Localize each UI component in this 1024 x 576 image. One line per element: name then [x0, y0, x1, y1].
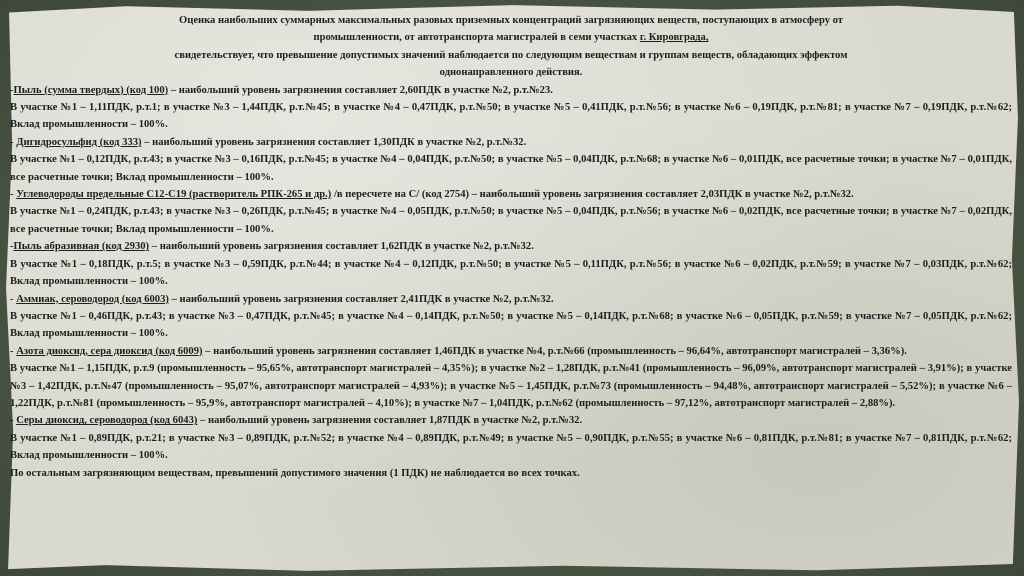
section-marker: -	[10, 189, 17, 201]
title-place-name: г. Кировграда,	[639, 32, 709, 44]
section-5-summary	[10, 291, 1012, 308]
substance-name: Углеводороды предельные С12-С19 (растворитель РПК-265 и др.)	[16, 189, 332, 201]
section-7-details: В участке №1 – 0,89ПДК, р.т.21; в участке №3 – 0,89ПДК, р.т.№52; в участке №4 – 0,89ПДК, р.т.№49; в участке №5 – 0,90ПДК, р.т.№55; в участке №6 – 0,81ПДК, р.т.№81; в участке №7 – 0,81ПДК, р.т.№62; Вклад промышленности – 100%.	[10, 432, 1012, 462]
section-1-summary	[10, 82, 1012, 99]
document-title	[10, 12, 1012, 82]
section-2-details: В участке №1 – 0,12ПДК, р.т.43; в участке №3 – 0,16ПДК, р.т.№45; в участке №4 – 0,04ПДК, р.т.№50; в участке №5 – 0,04ПДК, р.т.№68; в участке №6 – 0,01ПДК, все расчетные точки; в участке №7 – 0,01ПДК, все расчетные точки; Вклад промышленности – 100%.	[10, 154, 1012, 183]
section-3-details: В участке №1 – 0,24ПДК, р.т.43; в участке №3 – 0,26ПДК, р.т.№45; в участке №4 – 0,05ПДК, р.т.№50; в участке №5 – 0,04ПДК, р.т.№56; в участке №6 – 0,02ПДК, все расчетные точки; в участке №7 – 0,02ПДК, все расчетные точки; Вклад промышленности – 100%.	[10, 206, 1012, 235]
title-line-2	[10, 29, 1012, 46]
substance-name: Аммиак, сероводород (код 6003)	[16, 293, 169, 305]
substance-summary: – наибольший уровень загрязнения составляет 1,46ПДК в участке №4, р.т.№66 (промышленность – 96,64%, автотранспорт магистралей – 3,36%).	[202, 345, 907, 357]
section-1-details: В участке №1 – 1,11ПДК, р.т.1; в участке №3 – 1,44ПДК, р.т.№45; в участке №4 – 0,47ПДК, р.т.№50; в участке №5 – 0,41ПДК, р.т.№56; в участке №6 – 0,19ПДК, р.т.№81; в участке №7 – 0,19ПДК, р.т.№62; Вклад промышленности – 100%.	[10, 102, 1012, 131]
substance-summary: – наибольший уровень загрязнения составляет 1,30ПДК в участке №2, р.т.№32.	[141, 136, 527, 148]
substance-summary: – наибольший уровень загрязнения составляет 1,62ПДК в участке №2, р.т.№32.	[149, 241, 534, 253]
substance-summary: – наибольший уровень загрязнения составляет 1,87ПДК в участке №2, р.т.№32.	[197, 415, 583, 427]
section-marker: -	[10, 345, 17, 357]
substance-name: Пыль (сумма твердых) (код 100)	[13, 84, 169, 96]
conclusion: По остальным загрязняющим веществам, превышений допустимого значения (1 ПДК) не наблюдается во всех точках.	[10, 467, 580, 479]
title-line-3: свидетельствует, что превышение допустимых значений наблюдается по следующим веществам и группам веществ, обладающих эффектом	[174, 49, 848, 61]
substance-summary: /в пересчете на С/ (код 2754) – наибольший уровень загрязнения составляет 2,03ПДК в участке №2, р.т.№32.	[331, 189, 854, 201]
substance-name: Пыль абразивная (код 2930)	[13, 241, 150, 253]
title-line-4: однонаправленного действия.	[439, 67, 583, 79]
section-6-details: В участке №1 – 1,15ПДК, р.т.9 (промышленность – 95,65%, автотранспорт магистралей – 4,35%); в участке №2 – 1,28ПДК, р.т.№41 (промышленность – 96,09%, автотранспорт магистралей – 3,91%); в участке №3 – 1,42ПДК, р.т.№47 (промышленность – 95,07%, автотранспорт магистралей – 4,93%); в участке №5 – 1,45ПДК, р.т.№73 (промышленность – 94,48%, автотранспорт магистралей – 5,52%); в участке №6 – 1,22ПДК, р.т.№81 (промышленность – 95,9%, автотранспорт магистралей – 4,10%); в участке №7 – 1,04ПДК, р.т.№62 (промышленность – 97,12%, автотранспорт магистралей – 2,88%).	[10, 363, 1012, 409]
substance-summary: – наибольший уровень загрязнения составляет 2,60ПДК в участке №2, р.т.№23.	[168, 84, 553, 96]
section-3-summary	[10, 186, 1012, 203]
substance-name: Азота диоксид, сера диоксид (код 6009)	[16, 345, 203, 357]
section-6-summary	[10, 343, 1012, 360]
document-text	[10, 12, 1012, 482]
substance-name: Серы диоксид, сероводород (код 6043)	[16, 415, 198, 427]
section-4-summary	[10, 238, 1012, 255]
title-line-2-text: промышленности, от автотранспорта магистралей в семи участках	[313, 32, 640, 44]
section-2-summary	[10, 134, 1012, 151]
section-marker: -	[10, 415, 17, 427]
substance-name: Дигидросульфид (код 333)	[16, 136, 142, 148]
section-5-details: В участке №1 – 0,46ПДК, р.т.43; в участке №3 – 0,47ПДК, р.т.№45; в участке №4 – 0,14ПДК, р.т.№50; в участке №5 – 0,14ПДК, р.т.№68; в участке №6 – 0,05ПДК, р.т.№59; в участке №7 – 0,05ПДК, р.т.№62; Вклад промышленности – 100%.	[10, 310, 1012, 340]
section-marker: -	[10, 84, 14, 96]
substance-summary: – наибольший уровень загрязнения составляет 2,41ПДК в участке №2, р.т.№32.	[168, 293, 554, 305]
title-line-1: Оценка наибольших суммарных максимальных разовых приземных концентраций загрязняющих веществ, поступающих в атмосферу от	[178, 15, 844, 26]
section-marker: -	[10, 241, 14, 253]
section-7-summary	[10, 412, 1012, 429]
section-marker: -	[10, 136, 17, 148]
section-marker: -	[10, 293, 17, 305]
section-4-details: В участке №1 – 0,18ПДК, р.т.5; в участке №3 – 0,59ПДК, р.т.№44; в участке №4 – 0,12ПДК, р.т.№50; в участке №5 – 0,11ПДК, р.т.№56; в участке №6 – 0,02ПДК, р.т.№59; в участке №7 – 0,03ПДК, р.т.№62; Вклад промышленности – 100%.	[10, 258, 1012, 288]
